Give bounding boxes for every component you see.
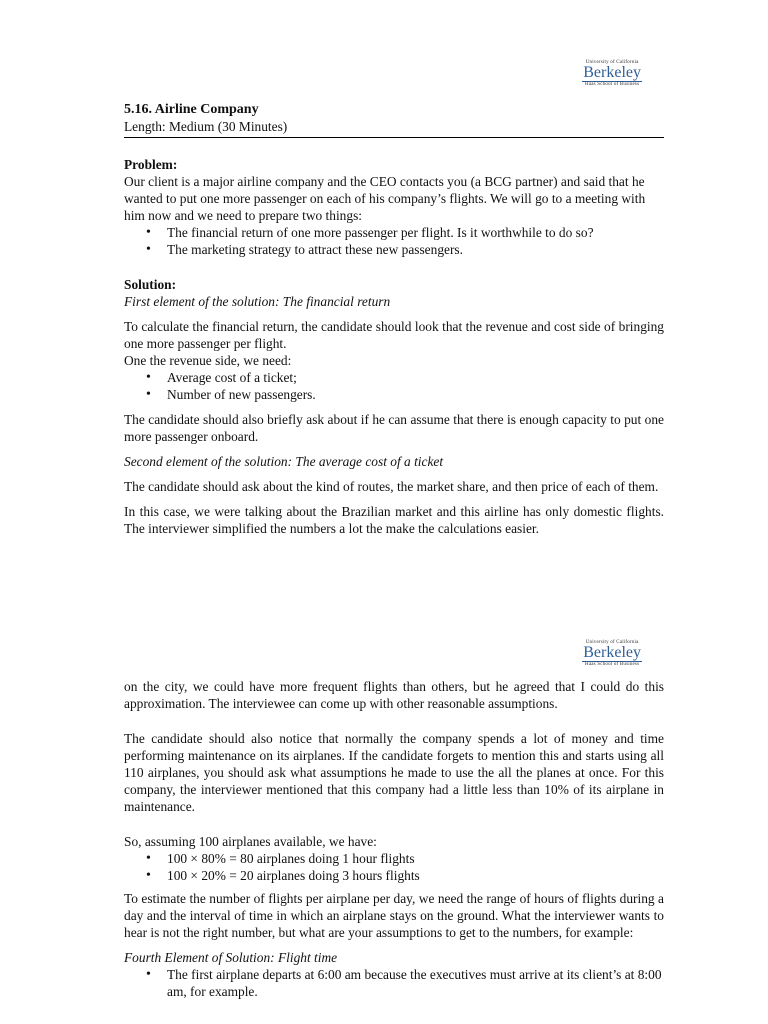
revenue-bullet: • Number of new passengers. — [167, 386, 664, 403]
fourth-element-heading: Fourth Element of Solution: Flight time — [124, 950, 338, 965]
second-element-heading: Second element of the solution: The average cost of a ticket — [124, 454, 444, 469]
logo-top-text: University of California — [585, 640, 639, 645]
problem-bullet: • The marketing strategy to attract these new passengers. — [167, 241, 664, 258]
page-2-content — [124, 678, 664, 1000]
financial-text: To calculate the financial return, the candidate should look that the revenue and cost side of bringing one more passenger per flight. — [124, 319, 664, 351]
assuming-bullet: • 100 × 80% = 80 airplanes doing 1 hour flights — [167, 850, 664, 867]
logo-bottom-text: Haas School of Business — [585, 82, 640, 87]
revenue-intro: One the revenue side, we need: — [124, 353, 292, 368]
logo-name: Berkeley — [583, 64, 641, 81]
brazil-text: In this case, we were talking about the Brazilian market and this airline has only domestic flights. The interviewer simplified the numbers a lot the make the calculations easier. — [124, 504, 664, 536]
problem-text: Our client is a major airline company and the CEO contacts you (a BCG partner) and said that he wanted to put one more passenger on each of his company’s flights. We will go to a meeting with him now and we need to prepare two things: — [124, 174, 646, 223]
problem-heading: Problem: — [124, 157, 178, 172]
city-text: on the city, we could have more frequent flights than others, but he agreed that I could do this approximation. The interviewee can come up with other reasonable assumptions. — [124, 679, 664, 711]
assuming-bullet: • 100 × 20% = 20 airplanes doing 3 hours flights — [167, 867, 664, 884]
flight-bullets — [124, 966, 664, 1000]
berkeley-haas-logo — [582, 60, 642, 87]
page-1-content — [124, 101, 664, 537]
logo-name: Berkeley — [583, 644, 641, 661]
title-rule — [124, 137, 664, 138]
case-length: Length: Medium (30 Minutes) — [124, 119, 288, 134]
assuming-bullets — [124, 850, 664, 884]
logo-top-text: University of California — [585, 60, 639, 65]
berkeley-haas-logo — [582, 640, 642, 667]
page-gap — [0, 542, 768, 588]
problem-bullets — [124, 224, 664, 258]
case-title: 5.16. Airline Company — [124, 102, 259, 117]
document-page-1 — [16, 0, 768, 542]
estimate-text: To estimate the number of flights per airplane per day, we need the range of hours of flights during a day and the interval of time in which an airplane stays on the ground. What the interviewer wants to hear is not the right number, but what are your assumptions to get to the numbers, for example: — [124, 891, 664, 940]
logo-bottom-text: Haas School of Business — [585, 662, 640, 667]
problem-bullet: • The financial return of one more passenger per flight. Is it worthwhile to do so? — [167, 224, 664, 241]
routes-text: The candidate should ask about the kind of routes, the market share, and then price of each of them. — [124, 479, 659, 494]
maintenance-text: The candidate should also notice that normally the company spends a lot of money and time performing maintenance on its airplanes. If the candidate forgets to mention this and starts using all 110 airplanes, you should ask what assumptions he made to use the all the planes at once. For this company, the interviewer mentioned that this company had a little less than 10% of its airplane in maintenance. — [124, 731, 664, 814]
document-page-2 — [16, 588, 768, 1024]
assuming-text: So, assuming 100 airplanes available, we have: — [124, 834, 377, 849]
first-element-heading: First element of the solution: The financial return — [124, 294, 391, 309]
capacity-text: The candidate should also briefly ask about if he can assume that there is enough capacity to put one more passenger onboard. — [124, 412, 664, 444]
flight-bullet: • The first airplane departs at 6:00 am because the executives must arrive at its client’s at 8:00 am, for example. — [167, 966, 664, 1000]
revenue-bullets — [124, 369, 664, 403]
solution-heading: Solution: — [124, 277, 177, 292]
revenue-bullet: • Average cost of a ticket; — [167, 369, 664, 386]
